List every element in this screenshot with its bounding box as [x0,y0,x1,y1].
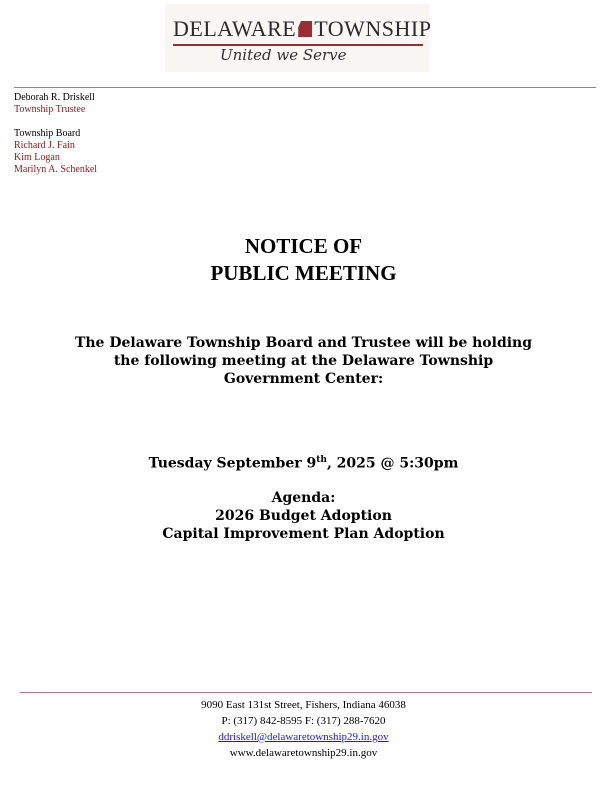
notice-title [0,233,607,287]
logo-tagline: United we Serve [220,46,347,64]
board-member: Kim Logan [14,152,60,163]
intro-line: the following meeting at the Delaware Township [113,353,494,369]
agenda-block [0,489,607,543]
intro-line: The Delaware Township Board and Trustee will be holding [74,335,533,351]
footer-phone: P: (317) 842-8595 F: (317) 288-7620 [221,715,386,727]
board-block [14,128,97,176]
board-member: Richard J. Fain [14,140,75,151]
notice-title-line1: NOTICE OF [244,234,363,258]
trustee-block [14,92,95,116]
agenda-heading: Agenda: [271,490,336,506]
trustee-name: Deborah R. Driskell [14,92,95,103]
logo-title-part1: DELAWARE [173,16,297,41]
intro-paragraph [0,334,607,388]
logo-title [173,16,431,42]
footer-address: 9090 East 131st Street, Fishers, Indiana 46038 [201,699,406,711]
meeting-date-ordinal: th [316,455,327,465]
notice-title-line2: PUBLIC MEETING [210,261,397,285]
footer-website: www.delawaretownship29.in.gov [229,747,378,759]
township-logo [165,4,430,72]
agenda-item: 2026 Budget Adoption [215,508,392,524]
state-shape-icon [298,21,312,37]
meeting-date-text: Tuesday September 9 [148,455,317,472]
header-divider [14,87,596,88]
meeting-date [0,451,607,473]
footer-email-link[interactable]: ddriskell@delawaretownship29.in.gov [218,731,389,743]
footer-contact [0,697,607,761]
agenda-item: Capital Improvement Plan Adoption [162,526,445,542]
intro-line: Government Center: [223,371,384,387]
meeting-date-time: , 2025 @ 5:30pm [326,455,459,472]
trustee-role: Township Trustee [14,104,86,115]
board-heading: Township Board [14,128,81,139]
board-member: Marilyn A. Schenkel [14,164,98,175]
logo-title-part2: TOWNSHIP [314,16,432,41]
footer-divider [20,692,592,693]
